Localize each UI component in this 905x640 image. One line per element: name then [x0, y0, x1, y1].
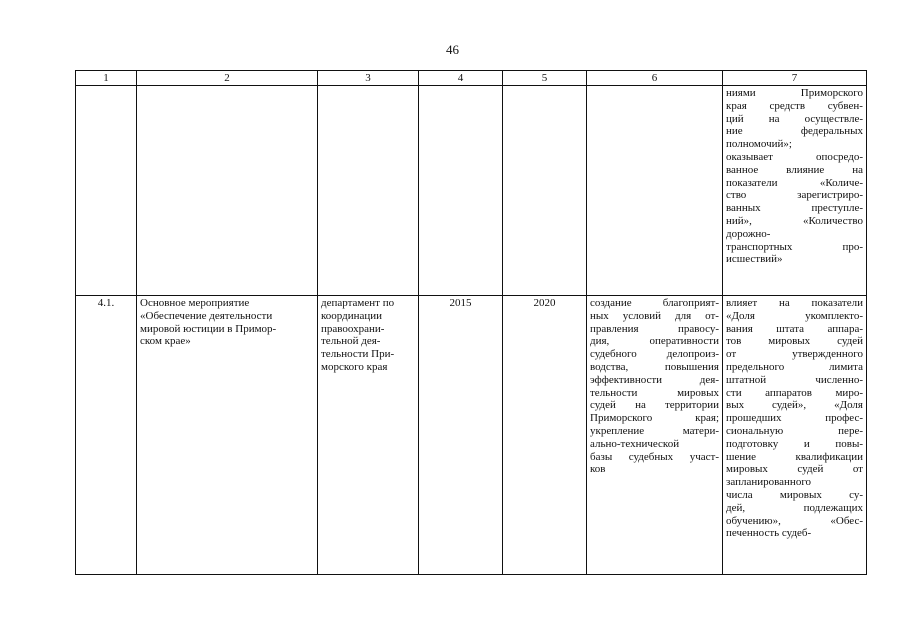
continuation-cell-4 [419, 86, 503, 296]
cell-text-line: вых судей», «Доля [726, 399, 863, 412]
cell-text-line: судебного делопроиз- [590, 348, 719, 361]
cell-text-line: создание благоприят- [590, 297, 719, 309]
cell-text-line: дорожно- [726, 227, 771, 240]
column-header-5: 5 [503, 71, 587, 86]
cell-text-line: водства, повышения [590, 360, 719, 373]
cell-text-line: мировой юстиции в Примор- [140, 322, 277, 335]
cell-text-line: печенность судеб- [726, 527, 812, 540]
column-header-3: 3 [318, 71, 419, 86]
cell-text-line: эффективности дея- [590, 373, 719, 386]
cell-text-line: ванных преступле- [726, 202, 863, 215]
column-header-4: 4 [419, 71, 503, 86]
cell-text-line: дия, оперативности [590, 335, 719, 348]
cell-text-line: оказывает опосредо- [726, 150, 863, 163]
cell-text-line: Приморского края; [590, 412, 719, 425]
cell-text-line: ний», «Количество [726, 214, 863, 227]
cell-text-line: числа мировых су- [726, 488, 863, 501]
cell-text-line: координации [321, 309, 383, 322]
column-number-header-row [76, 71, 867, 86]
cell-text-line: укрепление матери- [590, 424, 719, 437]
expected-result-cell [587, 296, 723, 575]
cell-text-line: дей, подлежащих [726, 501, 863, 514]
executor-cell [318, 296, 419, 575]
cell-text-line: ниями Приморского [726, 87, 863, 99]
start-year-cell: 2015 [419, 296, 503, 575]
cell-text-line: базы судебных участ- [590, 450, 719, 463]
cell-text-line: «Обеспечение деятельности [140, 309, 273, 322]
continuation-cell-3 [318, 86, 419, 296]
cell-text-line: транспортных про- [726, 240, 863, 253]
column-header-1: 1 [76, 71, 137, 86]
row-number-cell: 4.1. [76, 296, 137, 575]
cell-text-line: ций на осуществле- [726, 112, 863, 125]
cell-text-line: ально-технической [590, 437, 680, 450]
cell-text-line: полномочий»; [726, 138, 792, 151]
cell-text-line: правоохрани- [321, 322, 385, 335]
cell-text-line: ков [590, 463, 606, 476]
cell-text-line: ние федеральных [726, 125, 863, 138]
page-number: 46 [446, 42, 459, 57]
cell-text-line: тельности При- [321, 348, 395, 361]
activity-name-cell [137, 296, 318, 575]
continuation-cell-2 [137, 86, 318, 296]
cell-text-line: тельной дея- [321, 335, 381, 348]
cell-text-line: края средств субвен- [726, 99, 863, 112]
cell-text-line: сти аппаратов миро- [726, 386, 863, 399]
cell-text-line: вания штата аппара- [726, 322, 863, 335]
indicators-cell [723, 296, 867, 575]
cell-text-line: показатели «Количе- [726, 176, 863, 189]
cell-text-line: ском крае» [140, 335, 191, 348]
column-header-2: 2 [137, 71, 318, 86]
cell-text-line: предельного лимита [726, 360, 863, 373]
cell-text-line: «Доля укомплекто- [726, 309, 863, 322]
cell-text-line: шение квалификации [726, 450, 863, 463]
cell-text-line: Основное мероприятие [140, 297, 250, 309]
continuation-cell-1 [76, 86, 137, 296]
column-header-6: 6 [587, 71, 723, 86]
cell-text-line: морского края [321, 360, 388, 373]
continuation-indicators-cell [723, 86, 867, 296]
continuation-cell-6 [587, 86, 723, 296]
cell-text-line: прошедших профес- [726, 412, 863, 425]
end-year-cell: 2020 [503, 296, 587, 575]
cell-text-line: штатной численно- [726, 373, 863, 386]
cell-text-line: подготовку и повы- [726, 437, 863, 450]
cell-text-line: ванное влияние на [726, 163, 863, 176]
cell-text-line: судей на территории [590, 399, 719, 412]
cell-text-line: запланированного [726, 476, 812, 489]
cell-text-line: правления правосу- [590, 322, 719, 335]
cell-text-line: тельности мировых [590, 386, 719, 399]
cell-text-line: ных условий для от- [590, 309, 719, 322]
cell-text-line: тов мировых судей [726, 335, 863, 348]
continuation-row [76, 86, 867, 296]
cell-text-line: обучению», «Обес- [726, 514, 863, 527]
table-row [76, 296, 867, 575]
column-header-7: 7 [723, 71, 867, 86]
cell-text-line: исшествий» [726, 253, 783, 266]
cell-text-line: мировых судей от [726, 463, 863, 476]
program-activities-table [75, 70, 867, 575]
continuation-cell-5 [503, 86, 587, 296]
cell-text-line: от утвержденного [726, 348, 863, 361]
cell-text-line: сиональную пере- [726, 424, 863, 437]
cell-text-line: влияет на показатели [726, 297, 863, 309]
cell-text-line: департамент по [321, 297, 395, 309]
cell-text-line: ство зарегистриро- [726, 189, 863, 202]
